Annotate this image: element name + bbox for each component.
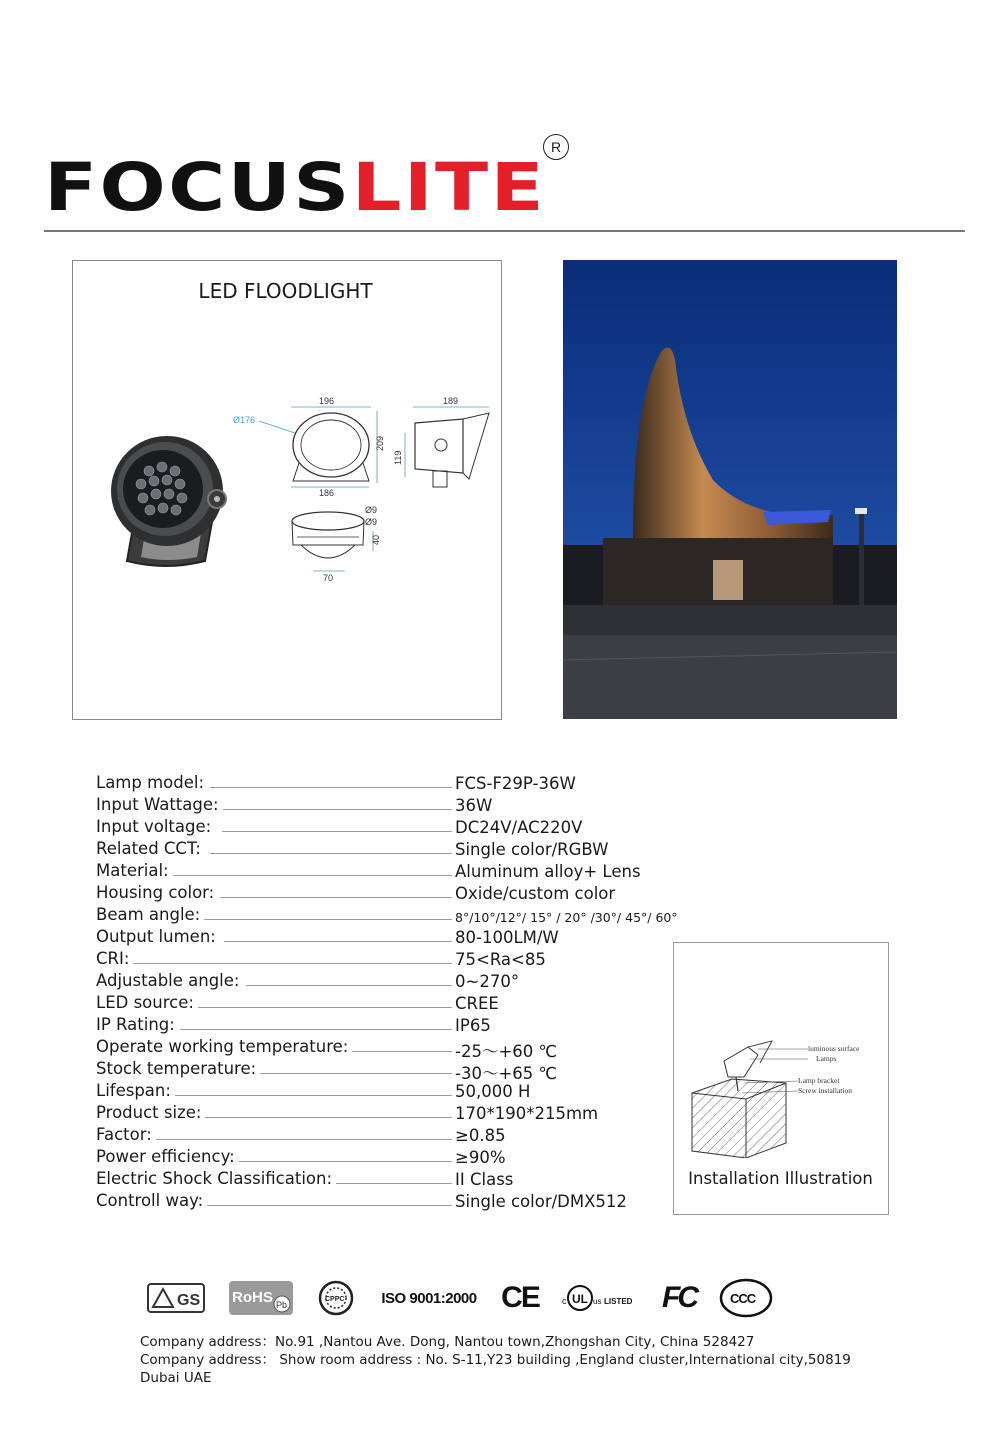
label-lamp-bracket: Lamp bracket [798, 1076, 840, 1085]
brand-logo-lite: LITE [351, 149, 547, 226]
dimension-drawings [233, 393, 493, 593]
spec-value: 80-100LM/W [455, 928, 559, 947]
product-drawing-panel [72, 260, 502, 720]
spec-value: ≥0.85 [455, 1126, 506, 1145]
spec-row [96, 817, 796, 839]
spec-value: CREE [455, 994, 499, 1013]
spec-label: Stock temperature: [96, 1059, 260, 1078]
spec-label: Product size: [96, 1103, 205, 1122]
fc-logo: FC [662, 1281, 696, 1314]
spec-label: Housing color: [96, 883, 218, 902]
spec-label: Lamp model: [96, 773, 208, 792]
gs-text: GS [177, 1292, 201, 1309]
spec-row [96, 861, 796, 883]
dim-base-depth: 40 [371, 534, 381, 545]
brand-logo-focus: FOCUS [44, 149, 352, 226]
spec-value: FCS-F29P-36W [455, 774, 576, 793]
cppc-logo [316, 1276, 356, 1320]
dim-base-width: 70 [323, 573, 334, 583]
spec-value: -25～+60 ℃ [455, 1042, 558, 1061]
spec-label: Input Wattage: [96, 795, 223, 814]
installation-panel [673, 942, 889, 1215]
spec-value: -30～+65 ℃ [455, 1064, 558, 1083]
application-photo [563, 260, 897, 719]
brand-logo [44, 150, 564, 225]
spec-row [96, 839, 796, 861]
spec-value: Oxide/custom color [455, 884, 616, 903]
header-divider [44, 230, 965, 232]
label-lamps: Lamps [816, 1054, 837, 1063]
spec-label: Input voltage: [96, 817, 215, 836]
label-luminous-surface: luminous surface [808, 1044, 860, 1053]
label-screw-installation: Screw installation [798, 1086, 852, 1095]
address-line-1: Company address：No.91 ,Nantou Ave. Dong, Nantou town,Zhongshan City, China 528427 [140, 1334, 755, 1350]
spec-value: Single color/DMX512 [455, 1192, 627, 1211]
spec-label: CRI: [96, 949, 133, 968]
floodlight-product-image [105, 421, 240, 571]
spec-label: LED source: [96, 993, 198, 1012]
dim-hole-2: Ø9 [365, 517, 378, 527]
spec-value: 50,000 H [455, 1082, 531, 1101]
product-title: LED FLOODLIGHT [198, 279, 373, 303]
spec-value: 0~270° [455, 972, 520, 991]
installation-drawing [688, 1033, 883, 1158]
dim-side-height: 119 [393, 450, 403, 465]
spec-label: Operate working temperature: [96, 1037, 352, 1056]
spec-label: Related CCT: [96, 839, 205, 858]
spec-value: IP65 [455, 1016, 491, 1035]
spec-value: ≥90% [455, 1148, 506, 1167]
spec-row [96, 773, 796, 795]
spec-value: Aluminum alloy+ Lens [455, 862, 641, 881]
spec-row [96, 905, 796, 927]
spec-value: Single color/RGBW [455, 840, 609, 859]
spec-label: Material: [96, 861, 173, 880]
cppc-text: CPPC [325, 1296, 345, 1303]
ul-us-text: us [593, 1297, 602, 1306]
spec-value: II Class [455, 1170, 514, 1189]
registered-mark: R [543, 134, 569, 160]
spec-label: Power efficiency: [96, 1147, 239, 1166]
dim-width-bottom: 186 [319, 488, 335, 498]
company-address [140, 1333, 880, 1387]
ul-listed-text: LISTED [604, 1297, 633, 1306]
spec-row [96, 795, 796, 817]
spec-label: Electric Shock Classification: [96, 1169, 336, 1188]
ccc-logo [718, 1276, 774, 1320]
dim-diameter: Ø176 [233, 415, 256, 425]
spec-value: 8°/10°/12°/ 15° / 20° /30°/ 45°/ 60° [455, 910, 678, 925]
certification-logos [140, 1276, 780, 1322]
spec-label: Output lumen: [96, 927, 220, 946]
spec-label: Beam angle: [96, 905, 204, 924]
ul-c-text: c [562, 1296, 567, 1306]
dim-width-top: 196 [319, 396, 335, 406]
spec-label: IP Rating: [96, 1015, 179, 1034]
ccc-text: CCC [730, 1291, 756, 1306]
installation-caption: Installation Illustration [688, 1169, 873, 1188]
spec-label: Adjustable angle: [96, 971, 243, 990]
spec-value: 36W [455, 796, 493, 815]
dim-side-width: 189 [443, 396, 459, 406]
ce-logo: CE [501, 1281, 539, 1314]
gs-logo [146, 1276, 206, 1320]
dim-height: 209 [375, 435, 385, 451]
spec-value: 170*190*215mm [455, 1104, 599, 1123]
dim-hole-1: Ø9 [365, 505, 378, 515]
address-line-2: Company address： Show room address : No. S-11,Y23 building ,England cluster,International city,50819 Dubai UAE [140, 1352, 851, 1386]
rohs-logo [228, 1276, 294, 1320]
spec-value: DC24V/AC220V [455, 818, 583, 837]
rohs-pb-text: Pb [276, 1300, 288, 1310]
spec-label: Controll way: [96, 1191, 207, 1210]
ul-mark-text: UL [572, 1292, 588, 1306]
spec-value: 75<Ra<85 [455, 950, 546, 969]
rohs-text: RoHS [232, 1289, 273, 1306]
iso-9001-logo: ISO 9001:2000 [381, 1289, 477, 1307]
spec-label: Lifespan: [96, 1081, 175, 1100]
spec-row [96, 883, 796, 905]
spec-label: Factor: [96, 1125, 156, 1144]
ul-listed-logo [560, 1276, 636, 1320]
